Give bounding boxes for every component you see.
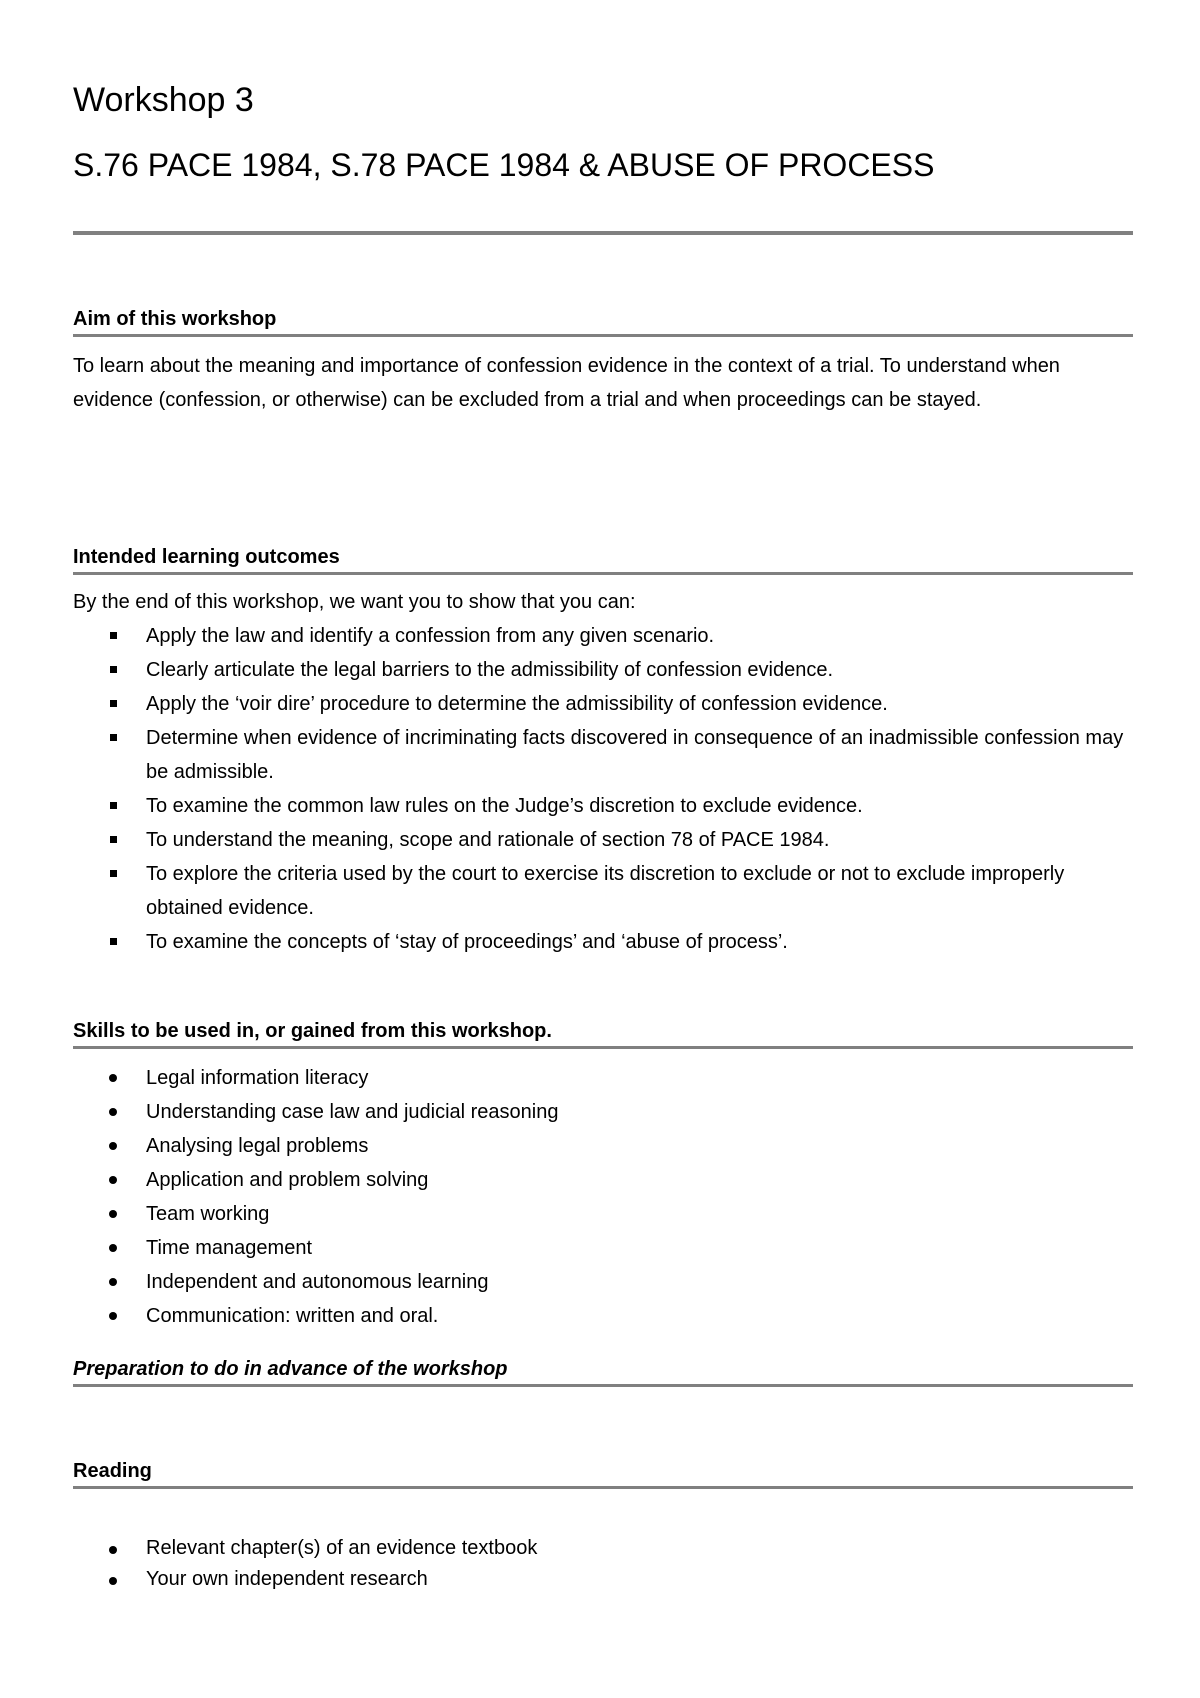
skills-heading: Skills to be used in, or gained from this workshop. [73, 1018, 1133, 1049]
list-item: Understanding case law and judicial reasoning [73, 1095, 1133, 1129]
reading-heading: Reading [73, 1458, 1133, 1489]
list-item: Relevant chapter(s) of an evidence textbook [73, 1533, 1133, 1564]
outcomes-intro: By the end of this workshop, we want you to show that you can: [73, 591, 636, 613]
list-item: To examine the concepts of ‘stay of proceedings’ and ‘abuse of process’. [73, 925, 1133, 959]
list-item: Analysing legal problems [73, 1129, 1133, 1163]
document-subtitle: S.76 PACE 1984, S.78 PACE 1984 & ABUSE OF PROCESS [73, 147, 935, 183]
skills-list [73, 1061, 1133, 1333]
list-item: Team working [73, 1197, 1133, 1231]
title-divider [73, 231, 1133, 235]
list-item: To examine the common law rules on the Judge’s discretion to exclude evidence. [73, 789, 1133, 823]
list-item: Apply the law and identify a confession from any given scenario. [73, 619, 1133, 653]
list-item: Time management [73, 1231, 1133, 1265]
list-item: Determine when evidence of incriminating facts discovered in consequence of an inadmissible confession may be admissible. [73, 721, 1133, 789]
document-title: Workshop 3 [73, 81, 254, 119]
list-item: Communication: written and oral. [73, 1299, 1133, 1333]
outcomes-heading: Intended learning outcomes [73, 544, 1133, 575]
preparation-heading: Preparation to do in advance of the workshop [73, 1356, 1133, 1387]
aim-heading: Aim of this workshop [73, 306, 1133, 337]
reading-list [73, 1533, 1133, 1595]
list-item: Clearly articulate the legal barriers to the admissibility of confession evidence. [73, 653, 1133, 687]
list-item: Independent and autonomous learning [73, 1265, 1133, 1299]
list-item: Your own independent research [73, 1564, 1133, 1595]
list-item: Apply the ‘voir dire’ procedure to determine the admissibility of confession evidence. [73, 687, 1133, 721]
list-item: Application and problem solving [73, 1163, 1133, 1197]
list-item: To explore the criteria used by the court to exercise its discretion to exclude or not to exclude improperly obtained evidence. [73, 857, 1133, 925]
outcomes-list [73, 619, 1133, 959]
aim-text: To learn about the meaning and importance of confession evidence in the context of a trial. To understand when evidence (confession, or otherwise) can be excluded from a trial and when proceedings can be stayed. [73, 355, 1060, 411]
list-item: To understand the meaning, scope and rationale of section 78 of PACE 1984. [73, 823, 1133, 857]
list-item: Legal information literacy [73, 1061, 1133, 1095]
